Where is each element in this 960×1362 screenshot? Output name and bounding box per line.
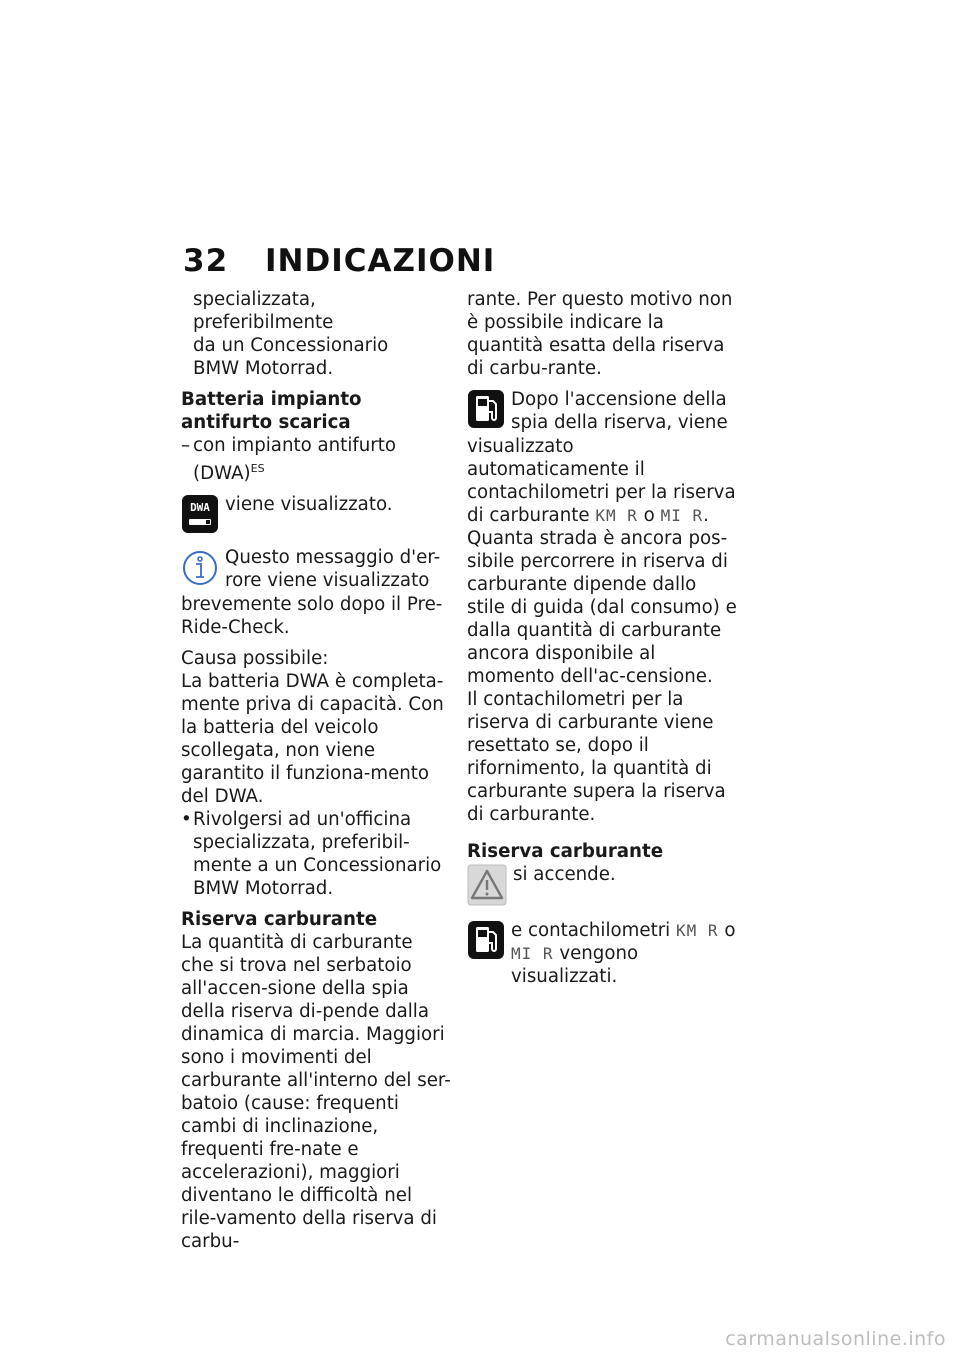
- reserve-text: La quantità di carburante che si trova nel serbatoio all'accen-sione della spia della riserva di-pende dalla dinamica di marcia. Maggiori sono i movimenti del carburante all'interno del ser-batoio (cause: frequenti cambi di inclinazione, frequenti fre-nate e accelerazioni), maggiori diventano le difficoltà nel rile-vamento della riserva di carbu-: [181, 932, 451, 1252]
- info-icon: [181, 547, 219, 593]
- battery-heading: Batteria impianto antifurto scarica: [181, 389, 362, 433]
- dwa-row: [181, 493, 451, 541]
- odo-row: [467, 919, 739, 988]
- country-sup: ES: [250, 462, 265, 475]
- fuel-pump-icon: [467, 389, 505, 435]
- continuation-text: rante. Per questo motivo non è possibile indicare la quantità esatta della riserva di carbu-rante.: [467, 289, 733, 379]
- cause-label: Causa possibile:: [181, 648, 329, 669]
- dwa-warning-icon: [181, 494, 219, 540]
- fuel-text-3: [467, 435, 739, 527]
- or-word-2: o: [724, 920, 736, 941]
- mi-r-readout: MI R: [660, 506, 704, 525]
- intro-line-2: da un Concessionario: [193, 335, 389, 356]
- info-row: [181, 546, 451, 639]
- or-word: o: [643, 505, 655, 526]
- reserve-heading-left: Riserva carburante: [181, 909, 378, 930]
- dash-marker: –: [181, 435, 191, 456]
- fuel-pump-icon-2: [467, 920, 505, 966]
- fuel-text-1: Dopo l'accensione della: [511, 389, 727, 410]
- info-text-rest: brevemente solo dopo il Pre-Ride-Check.: [181, 594, 443, 638]
- warning-text: si accende.: [513, 864, 616, 885]
- battery-condition-text: con impianto antifurto: [193, 435, 397, 456]
- fuel-text-3-body: visualizzato automaticamente il contachilometri per la riserva di carburante: [467, 436, 736, 526]
- odo-text-line-2: [467, 942, 739, 988]
- left-column: [181, 288, 451, 1253]
- reserve-heading-right: Riserva carburante: [467, 841, 664, 862]
- intro-line-3: BMW Motorrad.: [193, 358, 334, 379]
- battery-condition: [181, 434, 451, 485]
- km-r-readout: KM R: [595, 506, 638, 525]
- intro-line-1: specializzata, preferibilmente: [193, 289, 334, 333]
- bullet-item: [181, 808, 451, 900]
- quantity-text: Quanta strada è ancora pos-sibile percorrere in riserva di carburante dipende dallo stile di guida (dal consumo) e dalla quantità di carburante ancora disponibile al momento dell'ac-censione.: [467, 528, 737, 687]
- info-text-1: Questo messaggio d'er-: [225, 547, 441, 568]
- fuel-reserve-row: [467, 388, 739, 527]
- page-number: 32: [183, 243, 229, 279]
- bullet-text: Rivolgersi ad un'officina specializzata, preferibil-mente a un Concessionario BMW Motorrad.: [193, 809, 442, 899]
- battery-condition-text-2: [193, 457, 396, 485]
- warning-triangle-icon: [467, 864, 507, 912]
- km-r-readout-2: KM R: [676, 921, 719, 940]
- page-title: INDICAZIONI: [265, 243, 496, 279]
- odo-text-1: e contachilometri: [511, 920, 671, 941]
- dwa-label: (DWA): [193, 463, 251, 484]
- fuel-text-2: spia della riserva, viene: [511, 412, 728, 433]
- watermark: carmanualsonline.info: [725, 1328, 946, 1350]
- svg-text:DWA: DWA: [190, 501, 210, 514]
- mi-r-readout-2: MI R: [511, 944, 554, 963]
- odo-text-line-1: [467, 919, 739, 942]
- warning-row: [467, 863, 739, 911]
- period: .: [703, 505, 709, 526]
- bullet-marker: •: [181, 809, 192, 830]
- reset-text: Il contachilometri per la riserva di carburante viene resettato se, dopo il rifornimento, la quantità di carburante supera la riserva di carburante.: [467, 689, 726, 825]
- odo-text-2: vengono visualizzati.: [511, 943, 639, 987]
- right-column: [467, 288, 739, 988]
- cause-text: La batteria DWA è completa-mente priva di capacità. Con la batteria del veicolo scollegata, non viene garantito il funziona-mento del DWA.: [181, 671, 444, 807]
- page-header: [183, 243, 495, 279]
- info-text-2: rore viene visualizzato: [225, 570, 430, 591]
- dwa-text: viene visualizzato.: [225, 494, 393, 515]
